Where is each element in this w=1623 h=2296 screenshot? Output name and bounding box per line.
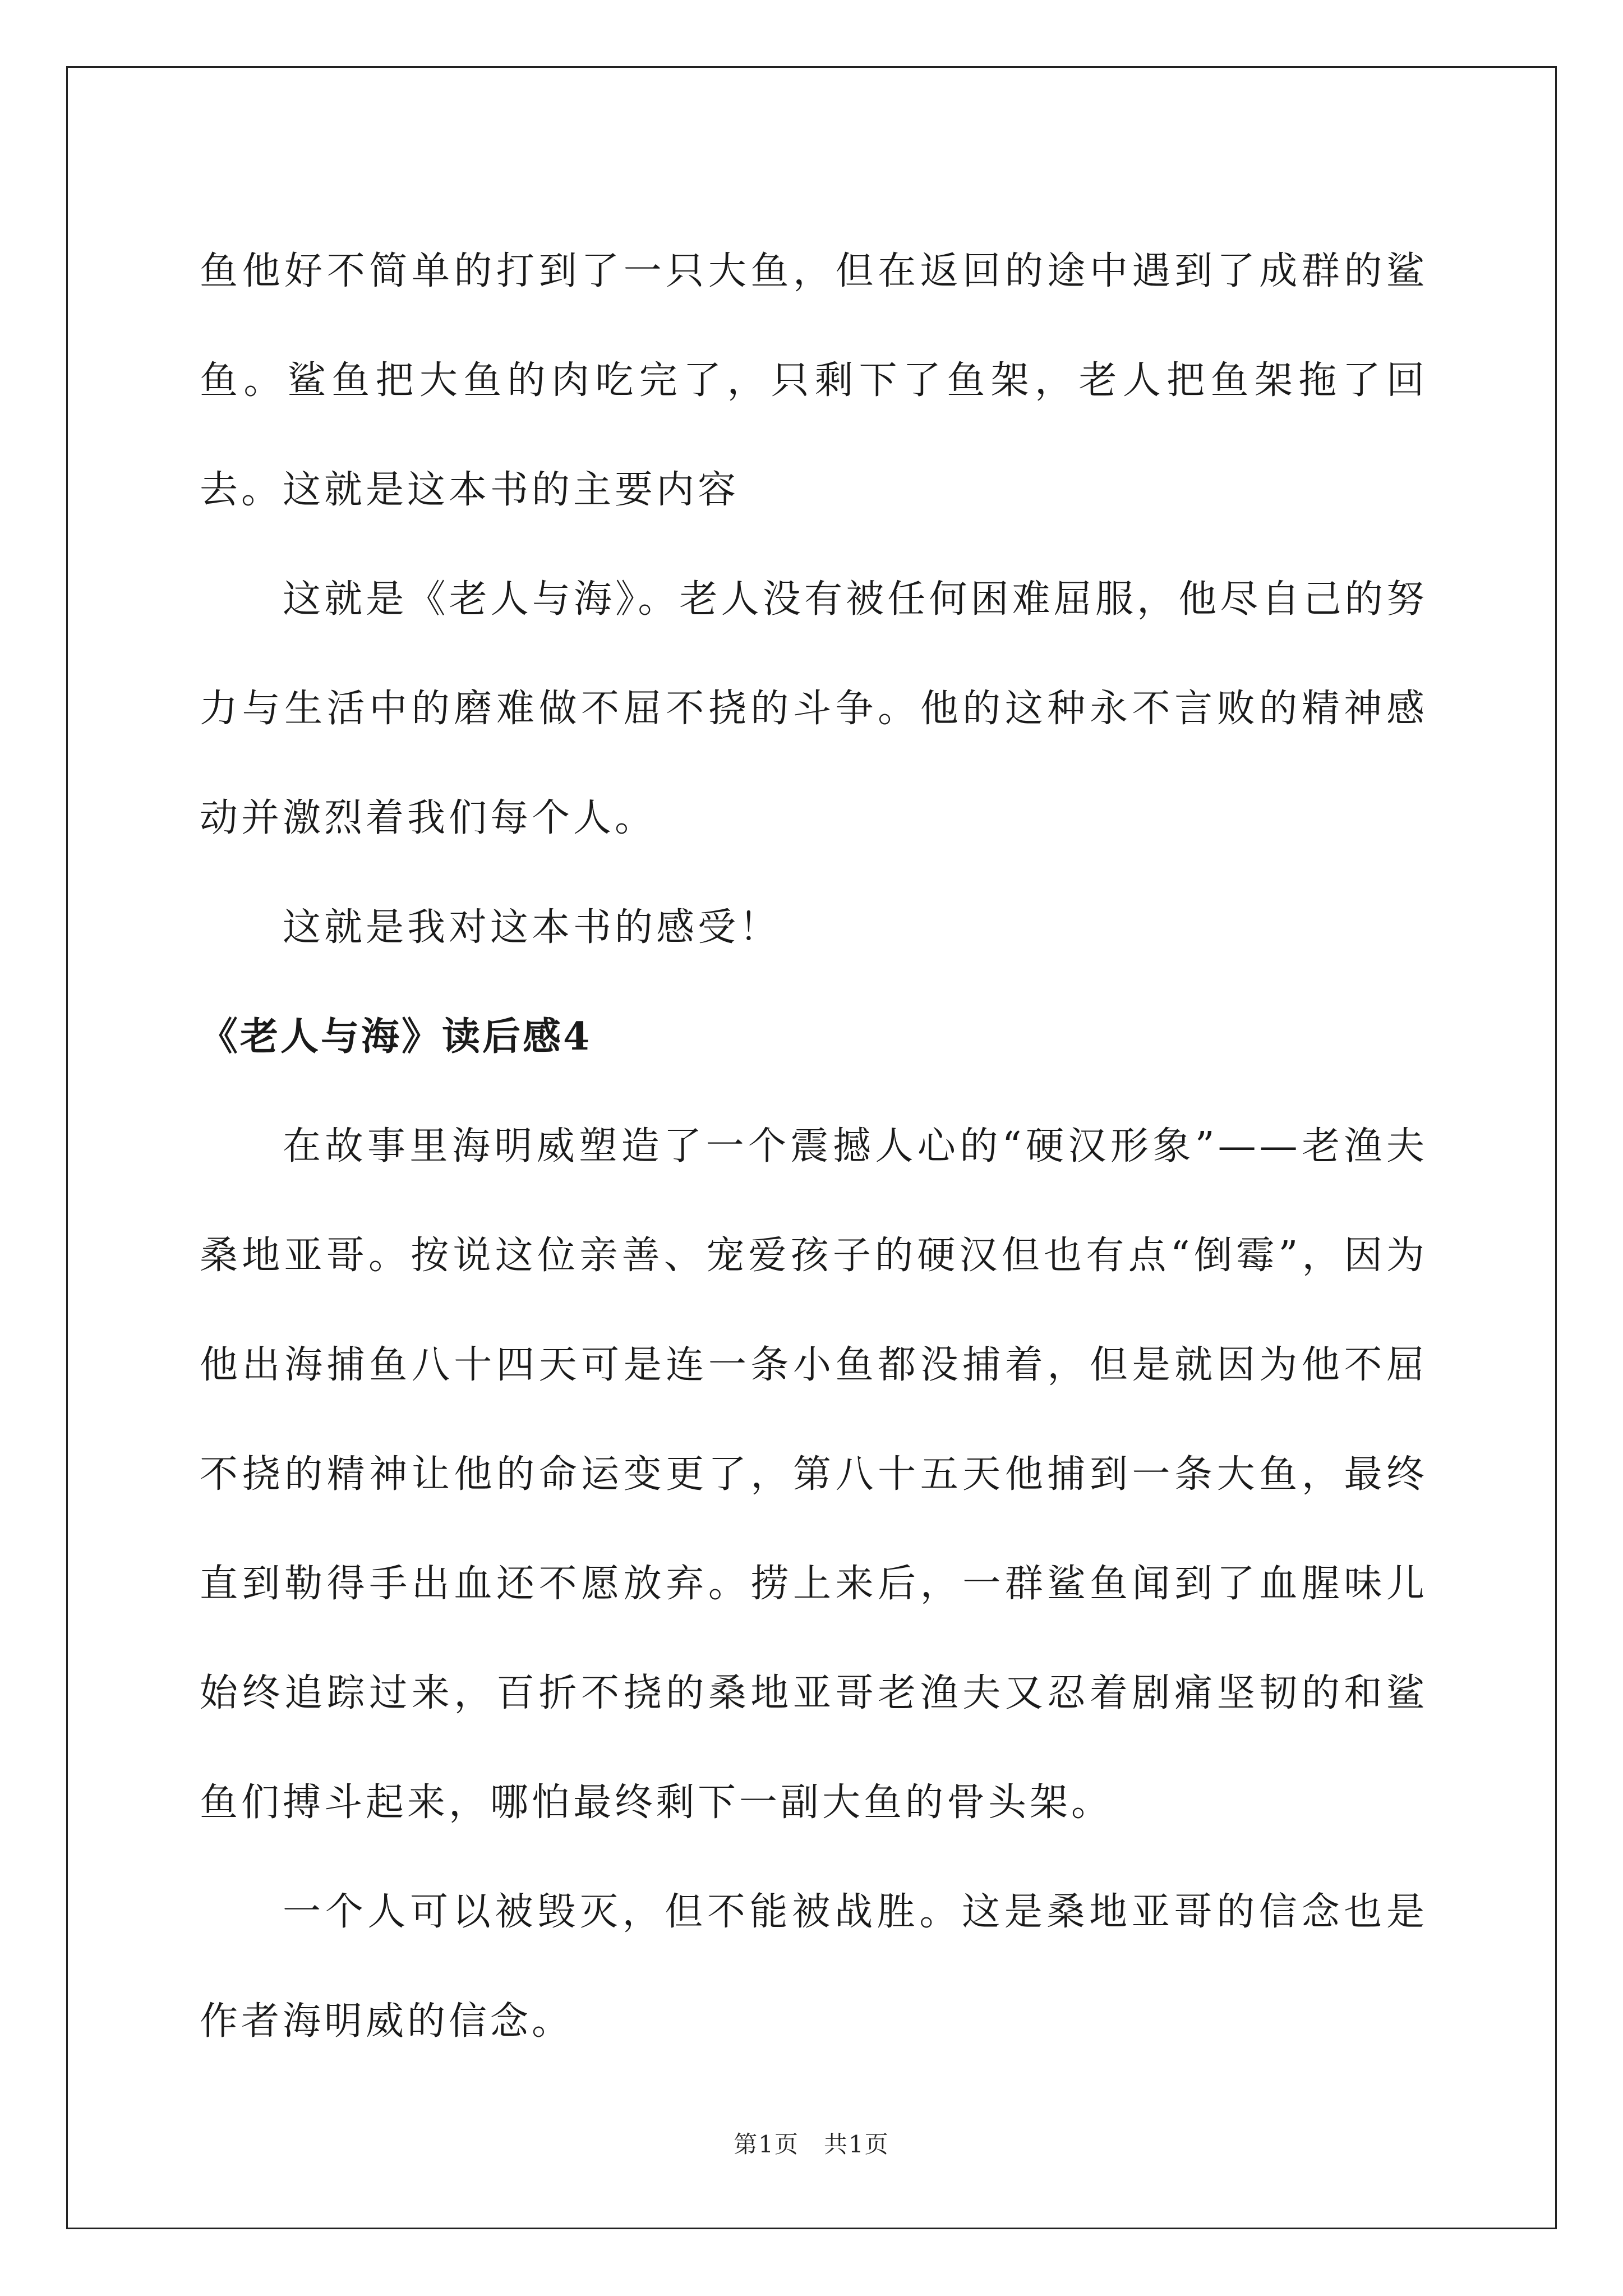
paragraph-2: 这就是《老人与海》。老人没有被任何困难屈服，他尽自己的努力与生活中的磨难做不屈不挠的斗争。他的这种永不言败的精神感动并激烈着我们每个人。 <box>200 577 1428 840</box>
page-number-footer: 第1页 共1页 <box>734 2131 889 2158</box>
document-body <box>200 217 1428 2076</box>
paragraph-3: 这就是我对这本书的感受！ <box>283 905 781 950</box>
paragraph-1: 鱼他好不简单的打到了一只大鱼，但在返回的途中遇到了成群的鲨鱼。鲨鱼把大鱼的肉吃完了，只剩下了鱼架，老人把鱼架拖了回去。这就是这本书的主要内容 <box>200 249 1428 512</box>
section-heading: 《老人与海》读后感4 <box>200 1014 592 1059</box>
section-paragraph-2: 一个人可以被毁灭，但不能被战胜。这是桑地亚哥的信念也是作者海明威的信念。 <box>200 1890 1428 2044</box>
section-paragraph-1: 在故事里海明威塑造了一个震撼人心的“硬汉形象”——老渔夫桑地亚哥。按说这位亲善、宠爱孩子的硬汉但也有点“倒霉”，因为他出海捕鱼八十四天可是连一条小鱼都没捕着，但是就因为他不屈不挠的精神让他的命运变更了，第八十五天他捕到一条大鱼，最终直到勒得手出血还不愿放弃。捞上来后，一群鲨鱼闻到了血腥味儿始终追踪过来，百折不挠的桑地亚哥老渔夫又忍着剧痛坚韧的和鲨鱼们搏斗起来，哪怕最终剩下一副大鱼的骨头架。 <box>200 1124 1428 1825</box>
